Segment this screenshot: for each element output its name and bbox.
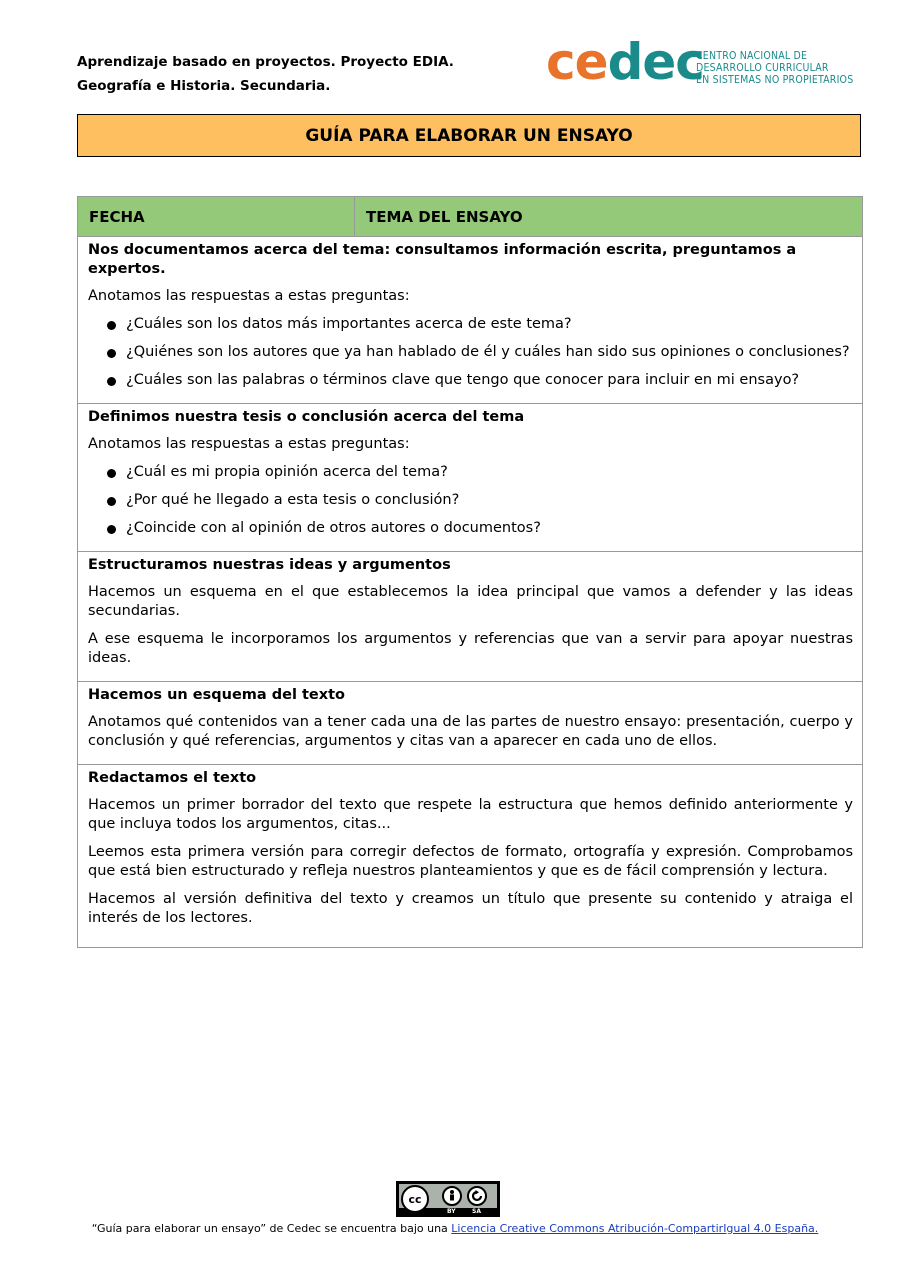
- attribution-person-icon: [444, 1188, 460, 1204]
- share-alike-icon: [467, 1186, 487, 1206]
- section-paragraph: Leemos esta primera versión para corregir defectos de formato, ortografía y expresión. Comprobamos que está bien estructurado y refleja nuestros planteamientos y que es de fácil comprensión y lectura.: [88, 844, 853, 879]
- cc-icon: cc: [401, 1185, 429, 1213]
- list-item-text: ¿Cuál es mi propia opinión acerca del tema?: [126, 464, 448, 480]
- cedec-logo-subtitle: [696, 50, 853, 86]
- list-item-text: ¿Coincide con al opinión de otros autores o documentos?: [126, 520, 541, 536]
- logo-sub-line3: EN SISTEMAS NO PROPIETARIOS: [696, 74, 854, 86]
- cedec-logo-word: [546, 32, 704, 92]
- license-notice: [0, 1222, 910, 1235]
- list-item-text: ¿Cuáles son las palabras o términos clave que tengo que conocer para incluir en mi ensayo?: [126, 372, 800, 388]
- license-link[interactable]: Licencia Creative Commons Atribución-CompartirIgual 4.0 España.: [451, 1222, 819, 1235]
- section-intro: Anotamos las respuestas a estas preguntas:: [88, 436, 410, 452]
- list-item: [88, 343, 853, 362]
- document-header: [77, 50, 454, 98]
- question-list: [88, 315, 853, 390]
- list-item: [88, 463, 853, 482]
- list-item-text: ¿Por qué he llegado a esta tesis o conclusión?: [126, 492, 460, 508]
- section-heading: Estructuramos nuestras ideas y argumentos: [88, 557, 451, 573]
- logo-sub-line2: DESARROLLO CURRICULAR: [696, 62, 829, 74]
- section-heading: Definimos nuestra tesis o conclusión acerca del tema: [88, 409, 525, 425]
- list-item: [88, 519, 853, 538]
- logo-word-part1: ce: [546, 33, 608, 91]
- topic-column-header: TEMA DEL ENSAYO: [366, 207, 523, 226]
- section-paragraph: Hacemos al versión definitiva del texto y creamos un título que presente su contenido y atraiga el interés de los lectores.: [88, 891, 853, 926]
- cedec-logo: [546, 33, 866, 94]
- list-item: [88, 315, 853, 334]
- section-intro: Anotamos las respuestas a estas preguntas:: [88, 288, 410, 304]
- section-paragraph: Hacemos un primer borrador del texto que respete la estructura que hemos definido anteriormente y que incluya todos los argumentos, citas...: [88, 797, 853, 832]
- logo-sub-line1: CENTRO NACIONAL DE: [696, 50, 808, 62]
- share-alike-arrow-icon: [469, 1188, 485, 1204]
- logo-word-part2: dec: [607, 33, 704, 91]
- list-item-text: ¿Cuáles son los datos más importantes acerca de este tema?: [126, 316, 572, 332]
- section-heading: Nos documentamos acerca del tema: consultamos información escrita, preguntamos a expertos.: [88, 242, 797, 277]
- section-paragraph: Hacemos un esquema en el que establecemos la idea principal que vamos a defender y las ideas secundarias.: [88, 584, 853, 619]
- list-item: [88, 491, 853, 510]
- badge-sa-label: SA: [472, 1208, 481, 1215]
- license-text: “Guía para elaborar un ensayo” de Cedec se encuentra bajo una: [91, 1222, 452, 1235]
- section-paragraph: A ese esquema le incorporamos los argumentos y referencias que van a servir para apoyar nuestras ideas.: [88, 631, 853, 666]
- section-heading: Hacemos un esquema del texto: [88, 687, 345, 703]
- section-thesis: [78, 404, 862, 552]
- badge-by-label: BY: [447, 1208, 456, 1215]
- date-column-header: FECHA: [78, 197, 355, 236]
- section-heading: Redactamos el texto: [88, 770, 257, 786]
- essay-guide-table: [77, 196, 863, 948]
- list-item-text: ¿Quiénes son los autores que ya han hablado de él y cuáles han sido sus opiniones o conclusiones?: [126, 344, 850, 360]
- section-writing: [78, 765, 862, 947]
- header-line-subject: Geografía e Historia. Secundaria.: [77, 78, 331, 94]
- table-header-row: [78, 197, 862, 237]
- section-paragraph: Anotamos qué contenidos van a tener cada una de las partes de nuestro ensayo: presentación, cuerpo y conclusión y qué referencias, argumentos y citas van a aparecer en cada uno de ellos.: [88, 714, 853, 749]
- section-outline: [78, 682, 862, 765]
- section-structure: [78, 552, 862, 682]
- question-list: [88, 463, 853, 538]
- page-title: GUÍA PARA ELABORAR UN ENSAYO: [77, 114, 861, 157]
- attribution-icon: [442, 1186, 462, 1206]
- section-research: [78, 237, 862, 404]
- list-item: [88, 371, 853, 390]
- creative-commons-badge[interactable]: [396, 1181, 500, 1217]
- header-line-project: Aprendizaje basado en proyectos. Proyecto EDIA.: [77, 54, 454, 70]
